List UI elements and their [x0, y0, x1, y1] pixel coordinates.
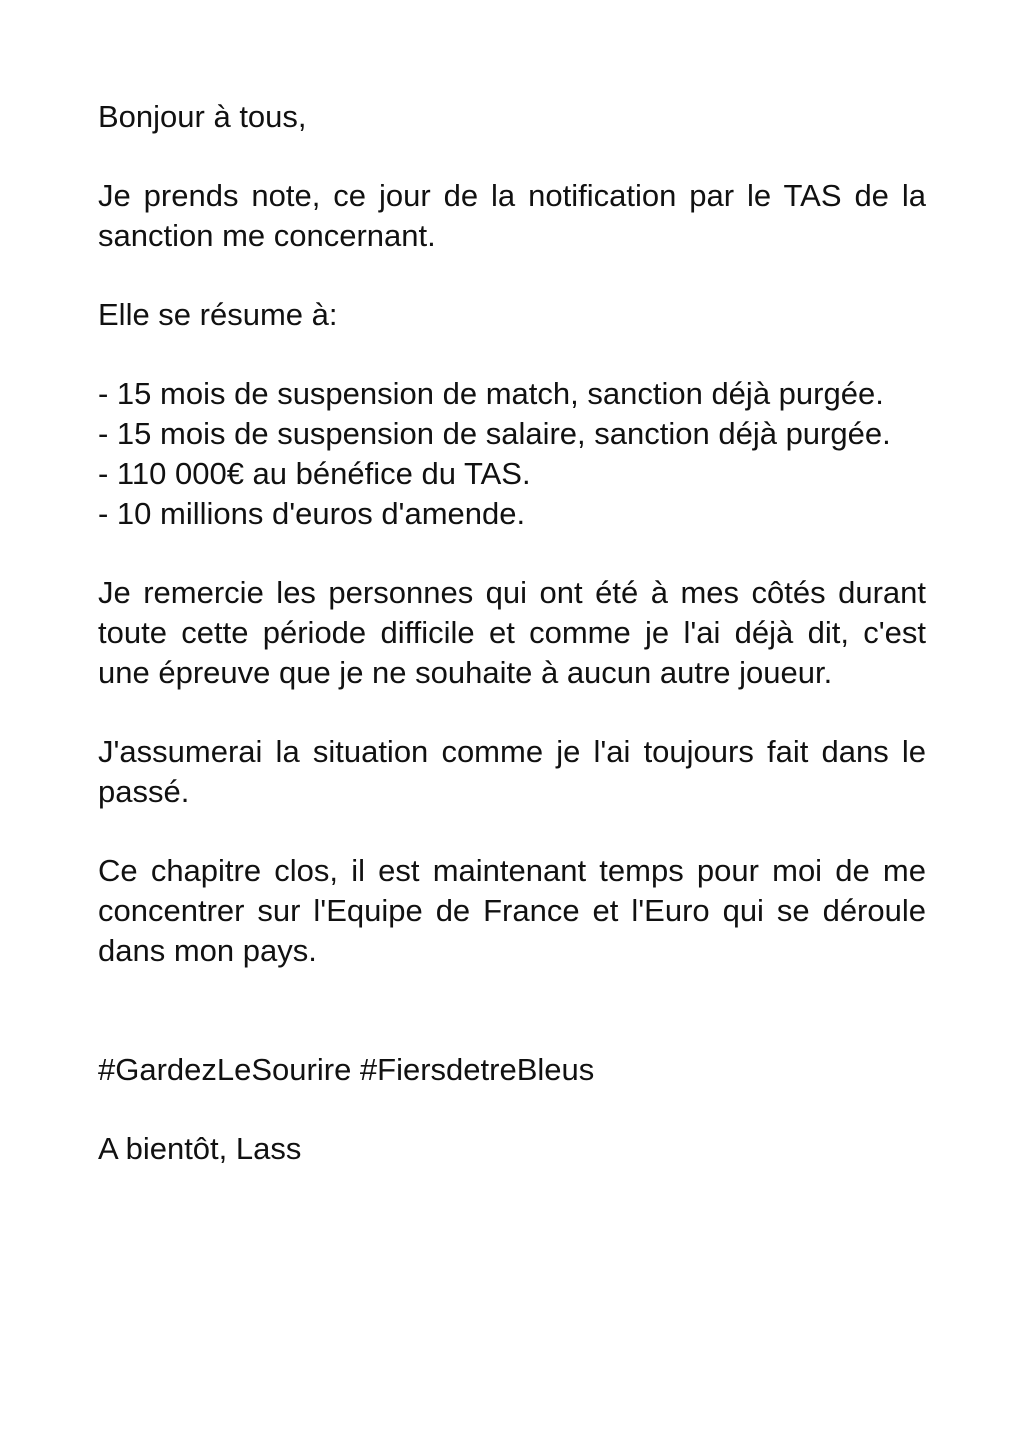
sanction-item: - 15 mois de suspension de match, sanction déjà purgée.: [98, 376, 884, 411]
thanks-paragraph: Je remercie les personnes qui ont été à mes côtés durant toute cette période difficile et comme je l'ai déjà dit, c'est une épreuve que je ne souhaite à aucun autre joueur.: [98, 575, 926, 690]
assume-paragraph: J'assumerai la situation comme je l'ai toujours fait dans le passé.: [98, 734, 926, 809]
next-chapter-paragraph: Ce chapitre clos, il est maintenant temps pour moi de me concentrer sur l'Equipe de France et l'Euro qui se déroule dans mon pays.: [98, 853, 926, 968]
sanction-item: - 110 000€ au bénéfice du TAS.: [98, 456, 531, 491]
sanction-item: - 10 millions d'euros d'amende.: [98, 496, 526, 531]
letter-body: [98, 97, 926, 1169]
signoff: A bientôt, Lass: [98, 1131, 302, 1166]
summary-intro: Elle se résume à:: [98, 297, 338, 332]
sanctions-list: [98, 374, 926, 534]
hashtags: #GardezLeSourire #FiersdetreBleus: [98, 1052, 595, 1087]
greeting: Bonjour à tous,: [98, 99, 307, 134]
notice-paragraph: Je prends note, ce jour de la notification par le TAS de la sanction me concernant.: [98, 178, 926, 253]
sanction-item: - 15 mois de suspension de salaire, sanction déjà purgée.: [98, 416, 891, 451]
